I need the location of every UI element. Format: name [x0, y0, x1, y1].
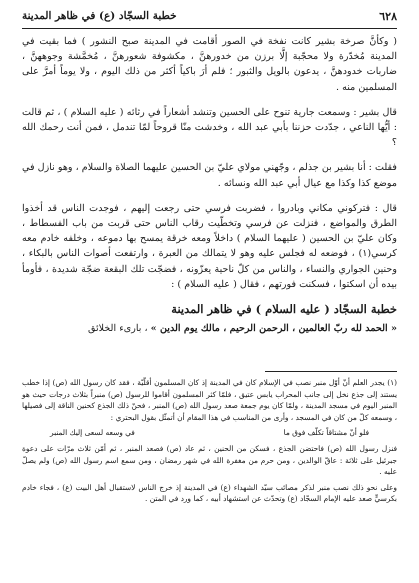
footnote-paragraph-1: (١) يجدر العلم أنّ أوّل منبر نصب في الإسلام كان في المدينة إذ كان المسلمون أقلّيّة ، فقد كان رسول الله (ص) إذا خطب يستند إلى جذع نخل إلى جانب المحراب يابس عتيق ، فلمّا كثر المسلمون أقاموا للرسول (ص) منبراً بثلاث درجات حيث هو المنبر اليوم في مسجد المدينة ، ولمّا كان يوم جمعة صعد رسول الله (ص) المنبر ، فحنّ ذلك الجذع كحنين الناقة إلى فصيلها ، وسمعه كلّ من كان في المسجد ، وأرى من المناسب في هذا المقام أن أتمثّل بقول البحتري : [22, 378, 397, 422]
footnote-paragraph-2: فنزل رسول الله (ص) فاحتضن الجذع ، فسكن من الحنين ، ثم عاد (ص) فصعد المنبر ، ثم أمّن ثلاث مرّات على دعوة جبرئيل على ثلاثة : عاقّ الوالدين ، ومن حرم من مغفرة الله في شهر رمضان ، ومن سمع اسم رسول الله (ص) ولم يصلّ عليه . [22, 443, 397, 477]
sermon-opening-bold: « الحمد لله ربّ العالمين ، الرحمن الرحيم ، مالك يوم الدين » [150, 323, 397, 335]
footnote-poem [22, 427, 397, 439]
poem-first-hemistich: فلو أنّ مشتاقاً تكلّف فوق ما [283, 428, 369, 438]
page-number: ٦٢٨ [379, 10, 397, 23]
poem-second-hemistich: في وسعه لسعى إليك المنبر [50, 428, 135, 438]
sermon-opening-rest: ، بارىء الخلائق [87, 323, 148, 335]
page-header [22, 10, 397, 29]
paragraph-2: قال بشير : وسمعت جارية تنوح على الحسين وتنشد أشعاراً في رثائه ( عليه السلام ) ، ثم قالت : أيُّها الناعي ، جدّدت حزننا بأبي عبد الله ، وخدشت منّا قروحاً لمّا تندمل ، فمن أنت رحمك الله ؟ [22, 106, 397, 149]
paragraph-3: فقلت : أنا بشير بن جذلم ، وجّهني مولاي عليّ بن الحسين عليهما الصلاة والسلام ، وهو نازل في موضع كذا وكذا مع عيال أبي عبد الله ونسائه . [22, 162, 397, 189]
running-title: خطبة السجّاد (ع) في ظاهر المدينة [22, 10, 177, 22]
footnote-paragraph-3: وعلى نحو ذلك نصب منبر لذكر مصائب سيّد الشهداء (ع) في المدينة إذ خرج الناس لاستقبال أهل البيت (ع) ، فجاء خادم بكرسيٍّ صعد عليه الإمام السجّاد (ع) وتحدّث عن استشهاد أبيه ، كما ورد في المتن . [22, 482, 397, 504]
paragraph-4: قال : فتركوني مكاني وبادروا ، فضربت فرسي حتى رجعت إليهم ، فوجدت الناس قد أخذوا الطرق والمواضع ، فنزلت عن فرسي وتخطّيت رقاب الناس حتى قربت من باب الفسطاط ، وكان عليّ بن الحسين ( عليهما السلام ) داخلاً ومعه خرقة يمسح بها دموعه ، وخلفه خادم معه كرسي(١) ، فوضعه له فجلس عليه وهو لا يتمالك من العبرة ، وارتفعت أصوات الناس بالبكاء ، وحنين الجواري والنساء ، والناس من كلّ ناحية يعزّونه ، فضجّت تلك البقعة ضجّة شديدة ، فأومأ بيده أن اسكتوا ، فسكنت فورتهم ، فقال ( عليه السلام ) : [22, 202, 397, 290]
footnote-separator [265, 371, 397, 372]
main-text [22, 34, 397, 346]
footnotes [22, 377, 397, 509]
sermon-opening [22, 321, 397, 336]
section-heading: خطبة السجّاد ( عليه السلام ) في ظاهر المدينة [171, 302, 397, 317]
paragraph-1: ( وكأنَّ صرخة بشير كانت نفخة في الصور أقامت في المدينة صبح النشور ) فما بقيت في المدينة مُخدّرة ولا محجّبة إلَّا برزن من خدورهنَّ ، مكشوفة شعورهنَّ ، مُخمَّشة وجوههنَّ ، ضاربات خدودهنَّ ، يدعون بالويل والثبور ؛ فلم أرَ باكياً أكثر من ذلك اليوم ، ولا يوماً أمرَّ على المسلمين منه . [22, 36, 397, 93]
